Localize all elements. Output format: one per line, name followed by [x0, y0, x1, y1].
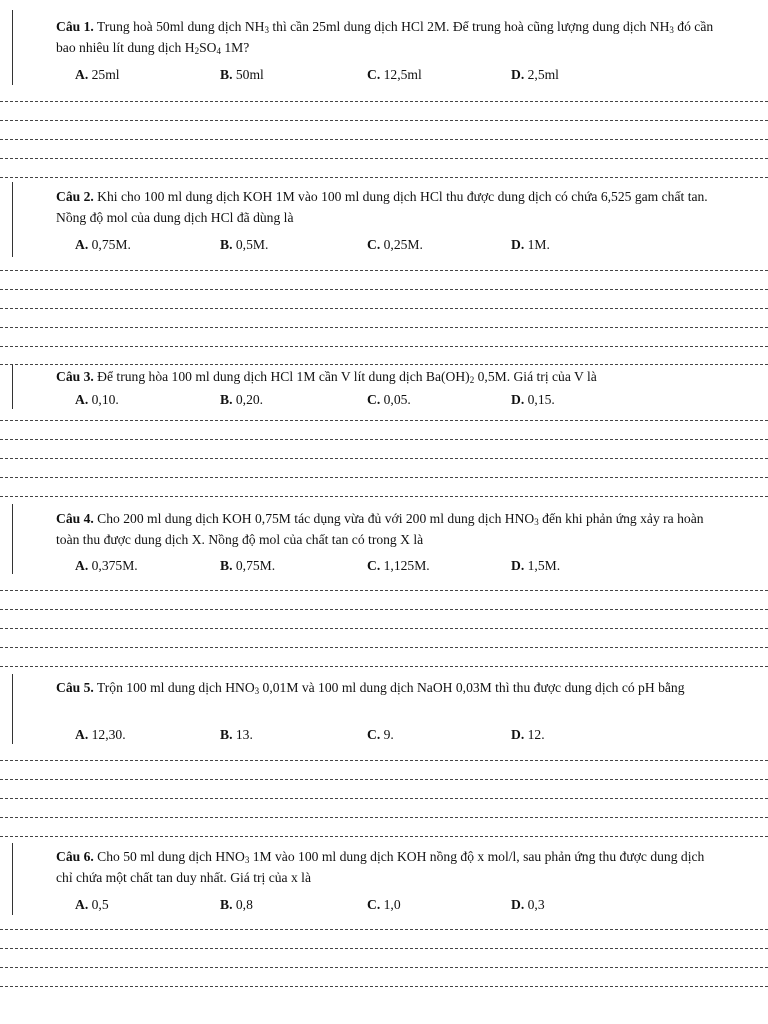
option-value: 0,375M. — [88, 558, 138, 573]
option-d[interactable] — [511, 237, 550, 253]
option-value: 13. — [232, 727, 253, 742]
answer-options — [75, 727, 695, 747]
option-letter: C. — [367, 727, 381, 742]
subscript: 3 — [534, 517, 539, 527]
answer-line[interactable] — [0, 458, 768, 459]
answer-options — [75, 392, 695, 412]
answer-line[interactable] — [0, 439, 768, 440]
question-label: Câu 4. — [56, 511, 94, 526]
option-value: 25ml — [88, 67, 120, 82]
answer-line[interactable] — [0, 760, 768, 761]
subscript: 3 — [264, 25, 269, 35]
question-text — [56, 846, 716, 888]
question-body — [94, 680, 685, 695]
answer-line[interactable] — [0, 177, 768, 178]
text-run: 1M? — [220, 40, 250, 55]
option-value: 0,25M. — [380, 237, 423, 252]
text-run: đó cần bao nhiêu lít dung dịch H — [56, 19, 714, 55]
subscript: 2 — [469, 375, 475, 385]
answer-line[interactable] — [0, 420, 768, 421]
option-letter: A. — [75, 237, 89, 252]
option-value: 0,10. — [88, 392, 119, 407]
option-letter: A. — [75, 727, 89, 742]
option-letter: D. — [511, 237, 525, 252]
option-b[interactable] — [220, 727, 253, 743]
option-a[interactable] — [75, 237, 131, 253]
option-a[interactable] — [75, 558, 138, 574]
answer-line[interactable] — [0, 836, 768, 837]
option-a[interactable] — [75, 392, 119, 408]
option-b[interactable] — [220, 392, 263, 408]
answer-line[interactable] — [0, 496, 768, 497]
answer-options — [75, 897, 695, 917]
answer-line[interactable] — [0, 327, 768, 328]
option-value: 1M. — [524, 237, 550, 252]
option-value: 0,20. — [232, 392, 264, 407]
answer-line[interactable] — [0, 647, 768, 648]
option-a[interactable] — [75, 727, 126, 743]
text-run: thì cần 25ml dung dịch HCl 2M. Để trung hoà cũng lượng dung dịch NH — [268, 19, 670, 34]
answer-line[interactable] — [0, 120, 768, 121]
option-letter: B. — [220, 392, 233, 407]
option-d[interactable] — [511, 727, 545, 743]
question-text — [56, 16, 716, 58]
option-d[interactable] — [511, 558, 560, 574]
text-run: SO — [199, 40, 217, 55]
option-value: 0,75M. — [232, 558, 276, 573]
text-run: 0,01M và 100 ml dung dịch NaOH 0,03M thì thu được dung dịch có pH bằng — [259, 680, 685, 695]
option-letter: B. — [220, 237, 233, 252]
answer-line[interactable] — [0, 967, 768, 968]
text-run: Khi cho 100 ml dung dịch KOH 1M vào 100 ml dung dịch HCl thu được dung dịch có chứa 6,525 gam chất tan. Nồng độ mol của dung dịch HCl đã dùng là — [56, 189, 708, 225]
question-label: Câu 1. — [56, 19, 94, 34]
option-letter: D. — [511, 558, 525, 573]
text-run: 1M vào 100 ml dung dịch KOH nồng độ x mol/l, sau phản ứng thu được dung dịch chỉ chứa một chất tan duy nhất. Giá trị của x là — [56, 849, 705, 885]
answer-line[interactable] — [0, 289, 768, 290]
option-letter: C. — [367, 67, 381, 82]
subscript: 4 — [216, 46, 221, 56]
option-b[interactable] — [220, 67, 264, 83]
answer-line[interactable] — [0, 929, 768, 930]
option-letter: A. — [75, 558, 89, 573]
option-letter: A. — [75, 67, 89, 82]
question-margin-bar — [12, 10, 13, 85]
subscript: 3 — [244, 855, 250, 865]
text-run: Cho 50 ml dung dịch HNO — [93, 849, 245, 864]
text-run: 0,5M. Giá trị của V là — [474, 369, 597, 384]
answer-line[interactable] — [0, 590, 768, 591]
option-a[interactable] — [75, 897, 109, 913]
answer-line[interactable] — [0, 779, 768, 780]
question-label: Câu 3. — [56, 369, 94, 384]
option-letter: C. — [367, 392, 381, 407]
option-d[interactable] — [511, 392, 555, 408]
option-b[interactable] — [220, 558, 275, 574]
answer-line[interactable] — [0, 817, 768, 818]
answer-line[interactable] — [0, 101, 768, 102]
option-value: 9. — [380, 727, 394, 742]
option-value: 0,75M. — [88, 237, 131, 252]
option-letter: B. — [220, 727, 233, 742]
option-value: 12,30. — [88, 727, 126, 742]
answer-line[interactable] — [0, 139, 768, 140]
answer-options — [75, 67, 695, 87]
text-run: Để trung hòa 100 ml dung dịch HCl 1M cần V lít dung dịch Ba(OH) — [93, 369, 470, 384]
option-letter: D. — [511, 67, 525, 82]
option-letter: B. — [220, 67, 233, 82]
question-body — [94, 369, 597, 384]
question-label: Câu 6. — [56, 849, 94, 864]
subscript: 3 — [254, 686, 260, 696]
answer-line[interactable] — [0, 364, 768, 365]
option-value: 0,05. — [380, 392, 411, 407]
option-b[interactable] — [220, 897, 253, 913]
answer-line[interactable] — [0, 609, 768, 610]
question-body — [56, 189, 708, 225]
subscript: 2 — [194, 46, 200, 56]
answer-line[interactable] — [0, 308, 768, 309]
question-body — [56, 19, 713, 55]
option-d[interactable] — [511, 67, 559, 83]
option-value: 0,8 — [232, 897, 253, 912]
answer-options — [75, 237, 695, 257]
answer-line[interactable] — [0, 798, 768, 799]
option-c[interactable] — [367, 897, 401, 913]
answer-line[interactable] — [0, 666, 768, 667]
question-text — [56, 186, 716, 228]
option-value: 0,5 — [88, 897, 109, 912]
option-value: 0,15. — [524, 392, 555, 407]
option-value: 0,5M. — [232, 237, 269, 252]
question-margin-bar — [12, 843, 13, 915]
option-c[interactable] — [367, 558, 430, 574]
answer-line[interactable] — [0, 948, 768, 949]
option-value: 2,5ml — [524, 67, 559, 82]
question-label: Câu 5. — [56, 680, 94, 695]
answer-line[interactable] — [0, 346, 768, 347]
option-c[interactable] — [367, 67, 422, 83]
answer-line[interactable] — [0, 158, 768, 159]
option-value: 0,3 — [524, 897, 545, 912]
option-value: 50ml — [232, 67, 264, 82]
option-value: 12,5ml — [380, 67, 422, 82]
option-value: 1,0 — [380, 897, 401, 912]
text-run: Cho 200 ml dung dịch KOH 0,75M tác dụng vừa đủ với 200 ml dung dịch HNO — [93, 511, 535, 526]
question-body — [56, 511, 704, 547]
option-b[interactable] — [220, 237, 268, 253]
option-d[interactable] — [511, 897, 545, 913]
text-run: Trung hoà 50ml dung dịch NH — [93, 19, 265, 34]
question-margin-bar — [12, 365, 13, 409]
option-value: 12. — [524, 727, 545, 742]
option-a[interactable] — [75, 67, 120, 83]
question-margin-bar — [12, 674, 13, 744]
option-letter: D. — [511, 727, 525, 742]
option-letter: B. — [220, 558, 233, 573]
question-text — [56, 366, 716, 387]
option-letter: D. — [511, 897, 525, 912]
option-c[interactable] — [367, 392, 411, 408]
option-c[interactable] — [367, 237, 423, 253]
question-body — [56, 849, 704, 885]
subscript: 3 — [669, 25, 674, 35]
option-letter: C. — [367, 897, 381, 912]
option-letter: A. — [75, 897, 89, 912]
answer-line[interactable] — [0, 986, 768, 987]
text-run: đến khi phản ứng xảy ra hoàn toàn thu được dung dịch X. Nồng độ mol của chất tan có trong X là — [56, 511, 704, 547]
answer-line[interactable] — [0, 270, 768, 271]
answer-line[interactable] — [0, 628, 768, 629]
question-margin-bar — [12, 182, 13, 257]
option-letter: C. — [367, 237, 381, 252]
question-label: Câu 2. — [56, 189, 94, 204]
question-margin-bar — [12, 504, 13, 574]
option-letter: C. — [367, 558, 381, 573]
option-c[interactable] — [367, 727, 394, 743]
text-run: Trộn 100 ml dung dịch HNO — [93, 680, 255, 695]
option-letter: A. — [75, 392, 89, 407]
option-value: 1,5M. — [524, 558, 561, 573]
option-letter: B. — [220, 897, 233, 912]
question-text — [56, 508, 716, 550]
answer-options — [75, 558, 695, 578]
option-letter: D. — [511, 392, 525, 407]
question-text — [56, 677, 716, 698]
answer-line[interactable] — [0, 477, 768, 478]
option-value: 1,125M. — [380, 558, 430, 573]
